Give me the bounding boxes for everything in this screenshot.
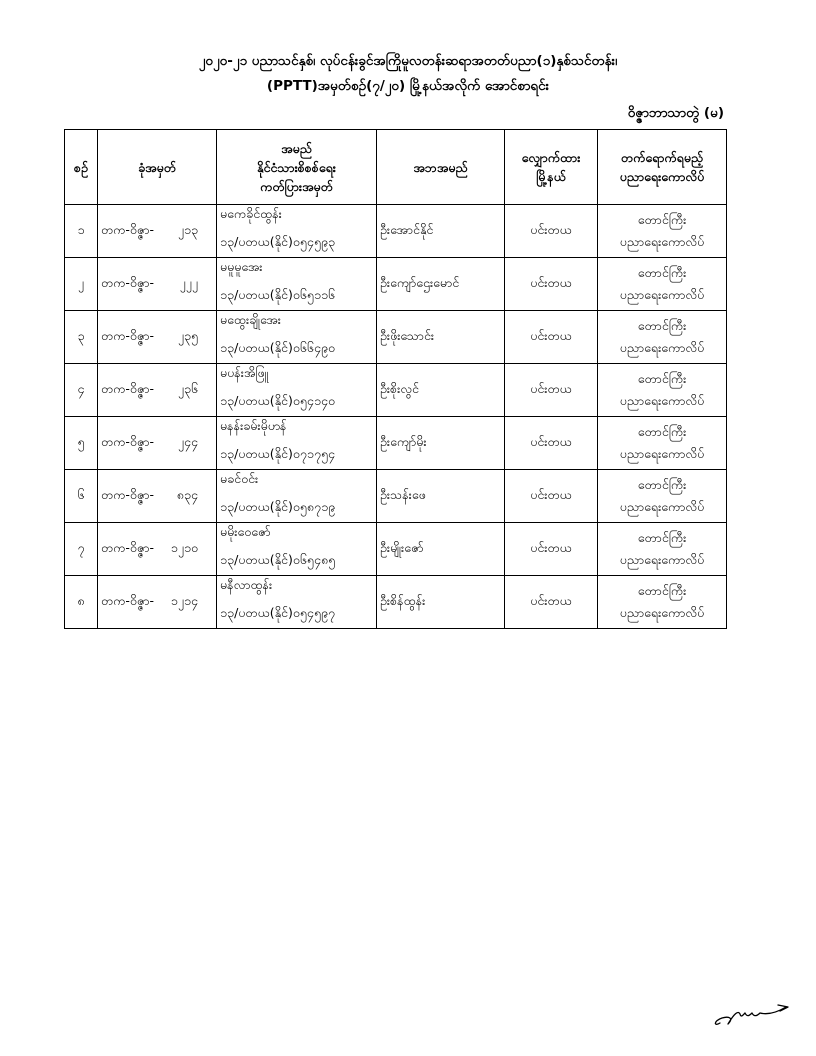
header-city — [505, 130, 598, 205]
college-cell — [598, 417, 727, 470]
college-line-1: တောင်ကြီး — [637, 477, 687, 492]
header-name-line-2: နိုင်ငံသားစိစစ်ရေး — [257, 159, 336, 175]
student-name-cell — [217, 576, 377, 629]
header-college-line-1: တက်ရောက်ရမည့် — [620, 150, 704, 165]
student-name-cell — [217, 523, 377, 576]
township: ပင်းတယ — [505, 258, 598, 311]
college-line-1: တောင်ကြီး — [637, 424, 687, 439]
father-name: ဦးစိန်ထွန်း — [377, 576, 505, 629]
roll-prefix: တက-ဝိဇ္ဇာ- — [101, 592, 155, 608]
roll-number — [98, 523, 217, 576]
table-row — [65, 311, 727, 364]
township: ပင်းတယ — [505, 470, 598, 523]
row-number: ၇ — [65, 523, 98, 576]
student-name: မမိုးဝေဇော် — [220, 524, 271, 539]
roll-prefix: တက-ဝိဇ္ဇာ- — [101, 327, 155, 343]
header-name-line-3: ကတ်ပြားအမှတ် — [260, 178, 333, 194]
nrc-number: ၁၃/ပတယ(နိုင်)၀၅၄၁၄၀ — [220, 393, 336, 408]
roll-number — [98, 364, 217, 417]
page-title-line-2: (PPTT)အမှတ်စဉ်(၇/၂၀) မြို့နယ်အလိုက် အောင်စာရင်း — [266, 78, 550, 94]
township: ပင်းတယ — [505, 311, 598, 364]
college-line-2: ပညာရေးကောလိပ် — [619, 234, 705, 249]
college-line-1: တောင်ကြီး — [637, 583, 687, 598]
father-name: ဦးသန်းဖေ — [377, 470, 505, 523]
student-name-cell — [217, 417, 377, 470]
father-name: ဦးမျိုးဇော် — [377, 523, 505, 576]
student-name: မထွေးချိုအေး — [220, 312, 281, 327]
student-name-cell — [217, 311, 377, 364]
table-row — [65, 417, 727, 470]
college-line-2: ပညာရေးကောလိပ် — [619, 499, 705, 514]
township: ပင်းတယ — [505, 205, 598, 258]
roll-prefix: တက-ဝိဇ္ဇာ- — [101, 274, 155, 290]
student-name: မခင်ဝင်း — [220, 471, 259, 486]
roll-digits: ၁၂၁၄ — [170, 592, 199, 608]
father-name: ဦးကျော်မိုး — [377, 417, 505, 470]
college-line-2: ပညာရေးကောလိပ် — [619, 340, 705, 355]
father-name: ဦးအောင်နိုင် — [377, 205, 505, 258]
roll-prefix: တက-ဝိဇ္ဇာ- — [101, 221, 155, 237]
nrc-number: ၁၃/ပတယ(နိုင်)၀၆၅၄၈၅ — [220, 552, 336, 567]
college-line-2: ပညာရေးကောလိပ် — [619, 393, 705, 408]
roll-number — [98, 258, 217, 311]
roll-digits: ၂၄၄ — [177, 433, 199, 449]
table-row — [65, 364, 727, 417]
page-title-line-1: ၂၀၂၀-၂၁ ပညာသင်နှစ်၊ လုပ်ငန်းခွင်အကြိုမူလတန်းဆရာအတတ်ပညာ(၁)နှစ်သင်တန်း၊ — [198, 53, 618, 69]
nrc-number: ၁၃/ပတယ(နိုင်)၀၅၈၇၁၉ — [220, 499, 336, 514]
subject-label: ဝိဇ္ဇာဘာသာတွဲ (မ) — [627, 105, 724, 121]
college-line-2: ပညာရေးကောလိပ် — [619, 552, 705, 567]
table-row — [65, 576, 727, 629]
header-city-line-2: မြို့နယ် — [536, 169, 566, 184]
roll-prefix: တက-ဝိဇ္ဇာ- — [101, 380, 155, 396]
college-cell — [598, 311, 727, 364]
nrc-number: ၁၃/ပတယ(နိုင်)၀၅၄၅၉၃ — [220, 234, 336, 249]
roll-prefix: တက-ဝိဇ္ဇာ- — [101, 486, 155, 502]
roll-number — [98, 311, 217, 364]
father-name: ဦးကျော်ဌေးမောင် — [377, 258, 505, 311]
results-table — [64, 129, 727, 629]
table-body — [65, 205, 727, 629]
table-row — [65, 470, 727, 523]
college-line-1: တောင်ကြီး — [637, 371, 687, 386]
college-line-1: တောင်ကြီး — [637, 265, 687, 280]
college-cell — [598, 258, 727, 311]
roll-digits: ၁၂၁၀ — [170, 539, 199, 555]
nrc-number: ၁၃/ပတယ(နိုင်)၀၆၅၁၁၆ — [220, 287, 336, 302]
student-name-cell — [217, 205, 377, 258]
row-number: ၆ — [65, 470, 98, 523]
row-number: ၁ — [65, 205, 98, 258]
header-father: အဘအမည် — [377, 130, 505, 205]
township: ပင်းတယ — [505, 523, 598, 576]
roll-number — [98, 205, 217, 258]
student-name-cell — [217, 364, 377, 417]
student-name-cell — [217, 470, 377, 523]
roll-prefix: တက-ဝိဇ္ဇာ- — [101, 433, 155, 449]
nrc-number: ၁၃/ပတယ(နိုင်)၀၆၆၄၉၀ — [220, 340, 336, 355]
header-name-line-1: အမည် — [281, 140, 312, 156]
row-number: ၄ — [65, 364, 98, 417]
row-number: ၅ — [65, 417, 98, 470]
college-cell — [598, 364, 727, 417]
roll-digits: ၂၃၆ — [177, 380, 199, 396]
township: ပင်းတယ — [505, 417, 598, 470]
nrc-number: ၁၃/ပတယ(နိုင်)၀၇၁၇၅၄ — [220, 446, 336, 461]
header-name — [217, 130, 377, 205]
father-name: ဦးဖိုးသောင်း — [377, 311, 505, 364]
roll-number — [98, 417, 217, 470]
roll-prefix: တက-ဝိဇ္ဇာ- — [101, 539, 155, 555]
nrc-number: ၁၃/ပတယ(နိုင်)၀၅၄၅၉၇ — [220, 605, 336, 620]
roll-number — [98, 470, 217, 523]
table-row — [65, 258, 727, 311]
college-line-1: တောင်ကြီး — [637, 212, 687, 227]
student-name: မမူမူအေး — [220, 259, 263, 274]
roll-digits: ၂၂၂ — [179, 274, 199, 290]
student-name-cell — [217, 258, 377, 311]
township: ပင်းတယ — [505, 576, 598, 629]
header-college-line-2: ပညာရေးကောလိပ် — [619, 169, 705, 184]
college-line-2: ပညာရေးကောလိပ် — [619, 605, 705, 620]
signature-image — [712, 996, 794, 1030]
township: ပင်းတယ — [505, 364, 598, 417]
college-cell — [598, 205, 727, 258]
student-name: မပန်းအိဖြူ — [220, 365, 269, 380]
student-name: မနန်းခမ်းမိုဟန် — [220, 418, 287, 433]
student-name: မနီလာထွန်း — [220, 577, 273, 592]
table-row — [65, 523, 727, 576]
college-cell — [598, 470, 727, 523]
header-roll: ခုံအမှတ် — [98, 130, 217, 205]
row-number: ၂ — [65, 258, 98, 311]
father-name: ဦးစိုးလွင် — [377, 364, 505, 417]
college-line-1: တောင်ကြီး — [637, 530, 687, 545]
roll-digits: ၈၃၄ — [176, 486, 199, 502]
table-header-row — [65, 130, 727, 205]
table-row — [65, 205, 727, 258]
row-number: ၈ — [65, 576, 98, 629]
header-city-line-1: လျှောက်ထား — [521, 150, 581, 165]
row-number: ၃ — [65, 311, 98, 364]
college-line-2: ပညာရေးကောလိပ် — [619, 446, 705, 461]
college-line-2: ပညာရေးကောလိပ် — [619, 287, 705, 302]
college-line-1: တောင်ကြီး — [637, 318, 687, 333]
roll-digits: ၂၃၅ — [177, 327, 199, 343]
header-college — [598, 130, 727, 205]
roll-number — [98, 576, 217, 629]
header-no: စဉ် — [65, 130, 98, 205]
student-name: မကေခိုင်ထွန်း — [220, 206, 282, 221]
college-cell — [598, 523, 727, 576]
roll-digits: ၂၁၃ — [177, 221, 199, 237]
college-cell — [598, 576, 727, 629]
